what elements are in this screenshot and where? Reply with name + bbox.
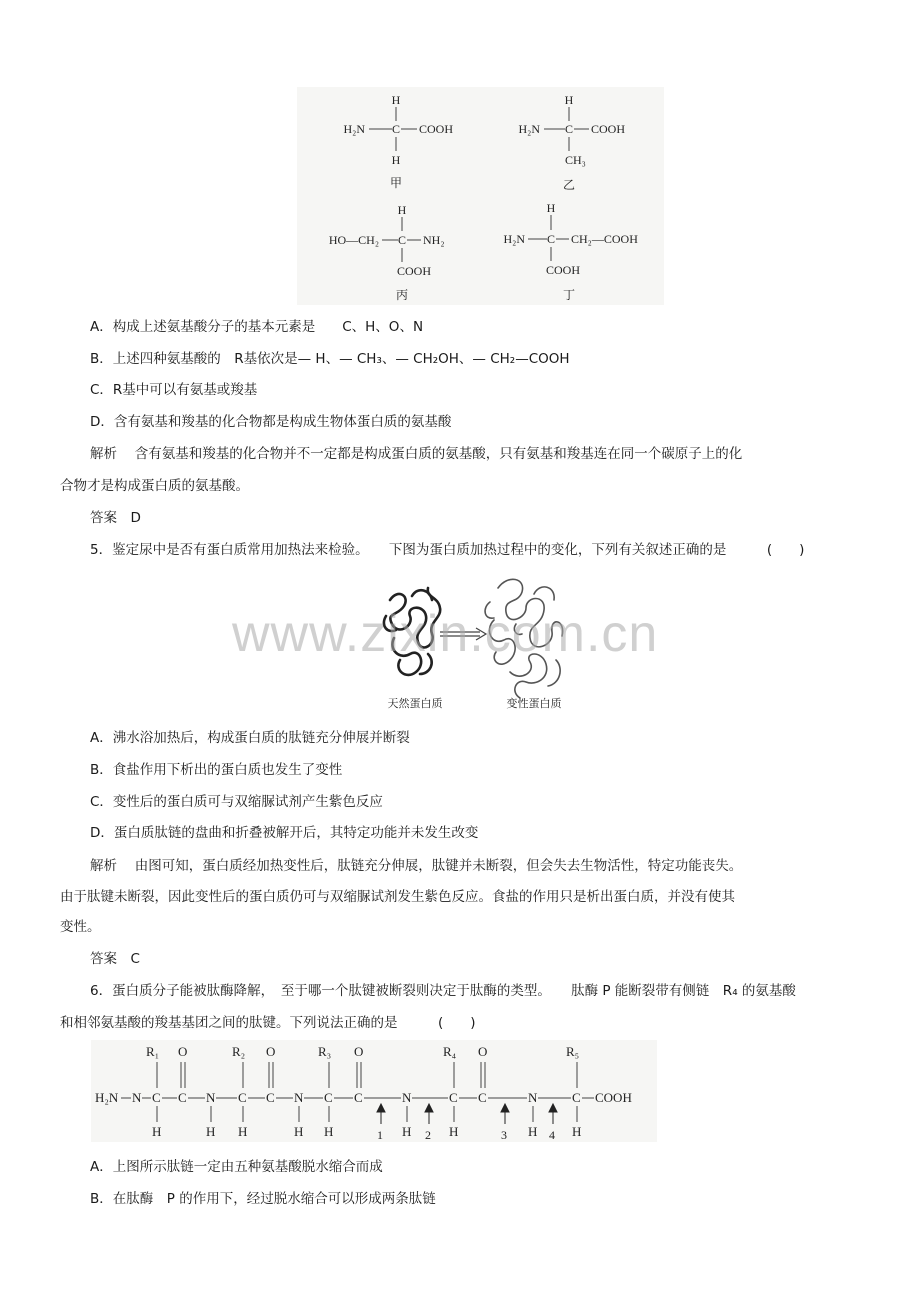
svg-text:C: C <box>546 232 556 246</box>
q5-option-b: B．食盐作用下析出的蛋白质也发生了变性 <box>90 762 343 778</box>
svg-text:C: C <box>449 1090 458 1105</box>
atom: H₂N <box>503 232 525 246</box>
svg-text:O: O <box>178 1044 188 1059</box>
q5-analysis: 解析 由图可知，蛋白质经加热变性后，肽链充分伸展，肽键并未断裂，但会失去生物活性，特定功能丧失。 <box>90 858 743 874</box>
svg-text:N: N <box>294 1090 304 1105</box>
svg-text:C: C <box>397 233 407 247</box>
svg-text:C: C <box>478 1090 487 1105</box>
amino-acid-yi <box>518 93 625 192</box>
svg-text:N: N <box>206 1090 216 1105</box>
svg-text:C: C <box>391 122 401 136</box>
svg-text:C: C <box>152 1090 161 1105</box>
svg-text:H: H <box>294 1124 304 1139</box>
svg-text:C: C <box>572 1090 581 1105</box>
residue-3 <box>318 1044 401 1139</box>
svg-text:H: H <box>206 1124 216 1139</box>
atom: H <box>391 153 401 167</box>
svg-text:N: N <box>528 1090 538 1105</box>
amino-acid-figure <box>297 87 664 305</box>
q4-option-c: C．R基中可以有氨基或羧基 <box>90 382 258 398</box>
residue-4 <box>443 1044 527 1139</box>
q5-answer: 答案 C <box>90 951 140 967</box>
q4-option-b: B．上述四种氨基酸的 R基依次是— H、— CH₃、— CH₂OH、— CH₂—COOH <box>90 351 570 367</box>
svg-text:H: H <box>324 1124 334 1139</box>
svg-text:C: C <box>324 1090 333 1105</box>
q5-option-a: A．沸水浴加热后，构成蛋白质的肽链充分伸展并断裂 <box>90 730 410 746</box>
atom: CH₂—COOH <box>571 232 638 246</box>
svg-text:C: C <box>178 1090 187 1105</box>
r-group: R₅ <box>566 1044 580 1059</box>
amino-acid-jia <box>343 93 453 190</box>
svg-text:H: H <box>449 1124 459 1139</box>
arrow-label: 3 <box>501 1128 507 1142</box>
atom: COOH <box>546 263 581 277</box>
q4-option-d: D．含有氨基和羧基的化合物都是构成生物体蛋白质的氨基酸 <box>90 414 452 430</box>
atom: H <box>564 93 574 107</box>
svg-text:C: C <box>238 1090 247 1105</box>
r-group: R₄ <box>443 1044 457 1059</box>
figure-label: 甲 <box>389 176 403 190</box>
residue-2 <box>232 1044 293 1139</box>
native-protein-label: 天然蛋白质 <box>387 697 443 710</box>
svg-text:N: N <box>132 1090 142 1105</box>
watermark: www.zixin.com.cn <box>232 605 659 663</box>
q6-stem-continued: 和相邻氨基酸的羧基基团之间的肽键。下列说法正确的是 ( ) <box>60 1015 476 1031</box>
q5-stem: 5．鉴定尿中是否有蛋白质常用加热法来检验。 下图为蛋白质加热过程中的变化，下列有关叙述正确的是 ( ) <box>90 542 805 558</box>
svg-text:C: C <box>354 1090 363 1105</box>
r-group: R₃ <box>318 1044 332 1059</box>
q6-option-b: B．在肽酶 P 的作用下，经过脱水缩合可以形成两条肽链 <box>90 1191 436 1207</box>
atom: H₂N <box>343 122 365 136</box>
atom: CH₃ <box>565 153 586 167</box>
carboxyl-terminus: COOH <box>595 1090 632 1105</box>
svg-text:H: H <box>402 1124 412 1139</box>
q4-option-a: A．构成上述氨基酸分子的基本元素是 C、H、O、N <box>90 319 424 335</box>
amino-acid-ding <box>503 201 638 302</box>
svg-text:H: H <box>152 1124 162 1139</box>
q5-option-c: C．变性后的蛋白质可与双缩脲试剂产生紫色反应 <box>90 794 383 810</box>
q5-analysis-end: 变性。 <box>60 919 101 935</box>
amino-terminus: H₂N <box>95 1090 119 1105</box>
q5-option-d: D．蛋白质肽链的盘曲和折叠被解开后，其特定功能并未发生改变 <box>90 825 479 841</box>
arrow-label: 4 <box>549 1128 555 1142</box>
atom: COOH <box>419 122 454 136</box>
atom: H <box>546 201 556 215</box>
svg-text:O: O <box>478 1044 488 1059</box>
amino-acid-bing <box>329 203 445 302</box>
figure-label: 乙 <box>562 178 576 192</box>
r-group: R₁ <box>146 1044 160 1059</box>
atom: COOH <box>397 264 432 278</box>
figure-label: 丙 <box>395 288 409 302</box>
q5-analysis-continued: 由于肽键未断裂，因此变性后的蛋白质仍可与双缩脲试剂发生紫色反应。食盐的作用只是析出蛋白质，并没有使其 <box>60 889 735 905</box>
q4-answer: 答案 D <box>90 510 141 526</box>
peptide-chain-figure <box>91 1040 657 1142</box>
svg-text:C: C <box>564 122 574 136</box>
residue-1 <box>146 1044 205 1139</box>
q6-option-a: A．上图所示肽链一定由五种氨基酸脱水缩合而成 <box>90 1159 383 1175</box>
figure-label: 丁 <box>562 288 576 302</box>
arrow-label: 2 <box>425 1128 431 1142</box>
svg-text:O: O <box>266 1044 276 1059</box>
atom: NH₂ <box>423 233 445 247</box>
svg-text:C: C <box>266 1090 275 1105</box>
residue-5 <box>566 1044 594 1139</box>
q4-analysis: 解析 含有氨基和羧基的化合物并不一定都是构成蛋白质的氨基酸，只有氨基和羧基连在同一个碳原子上的化 <box>90 446 743 462</box>
arrow-label: 1 <box>377 1128 383 1142</box>
svg-text:H: H <box>528 1124 538 1139</box>
atom: COOH <box>591 122 626 136</box>
atom: H₂N <box>518 122 540 136</box>
svg-text:O: O <box>354 1044 364 1059</box>
svg-text:N: N <box>402 1090 412 1105</box>
svg-text:H: H <box>572 1124 582 1139</box>
q6-stem: 6．蛋白质分子能被肽酶降解， 至于哪一个肽键被断裂则决定于肽酶的类型。 肽酶 P 能断裂带有侧链 R₄ 的氨基酸 <box>90 983 796 999</box>
r-group: R₂ <box>232 1044 246 1059</box>
atom: H <box>391 93 401 107</box>
svg-text:H: H <box>238 1124 248 1139</box>
atom: HO—CH₂ <box>328 233 379 247</box>
denatured-protein-label: 变性蛋白质 <box>506 697 562 710</box>
q4-analysis-continued: 合物才是构成蛋白质的氨基酸。 <box>60 478 249 494</box>
atom: H <box>397 203 407 217</box>
